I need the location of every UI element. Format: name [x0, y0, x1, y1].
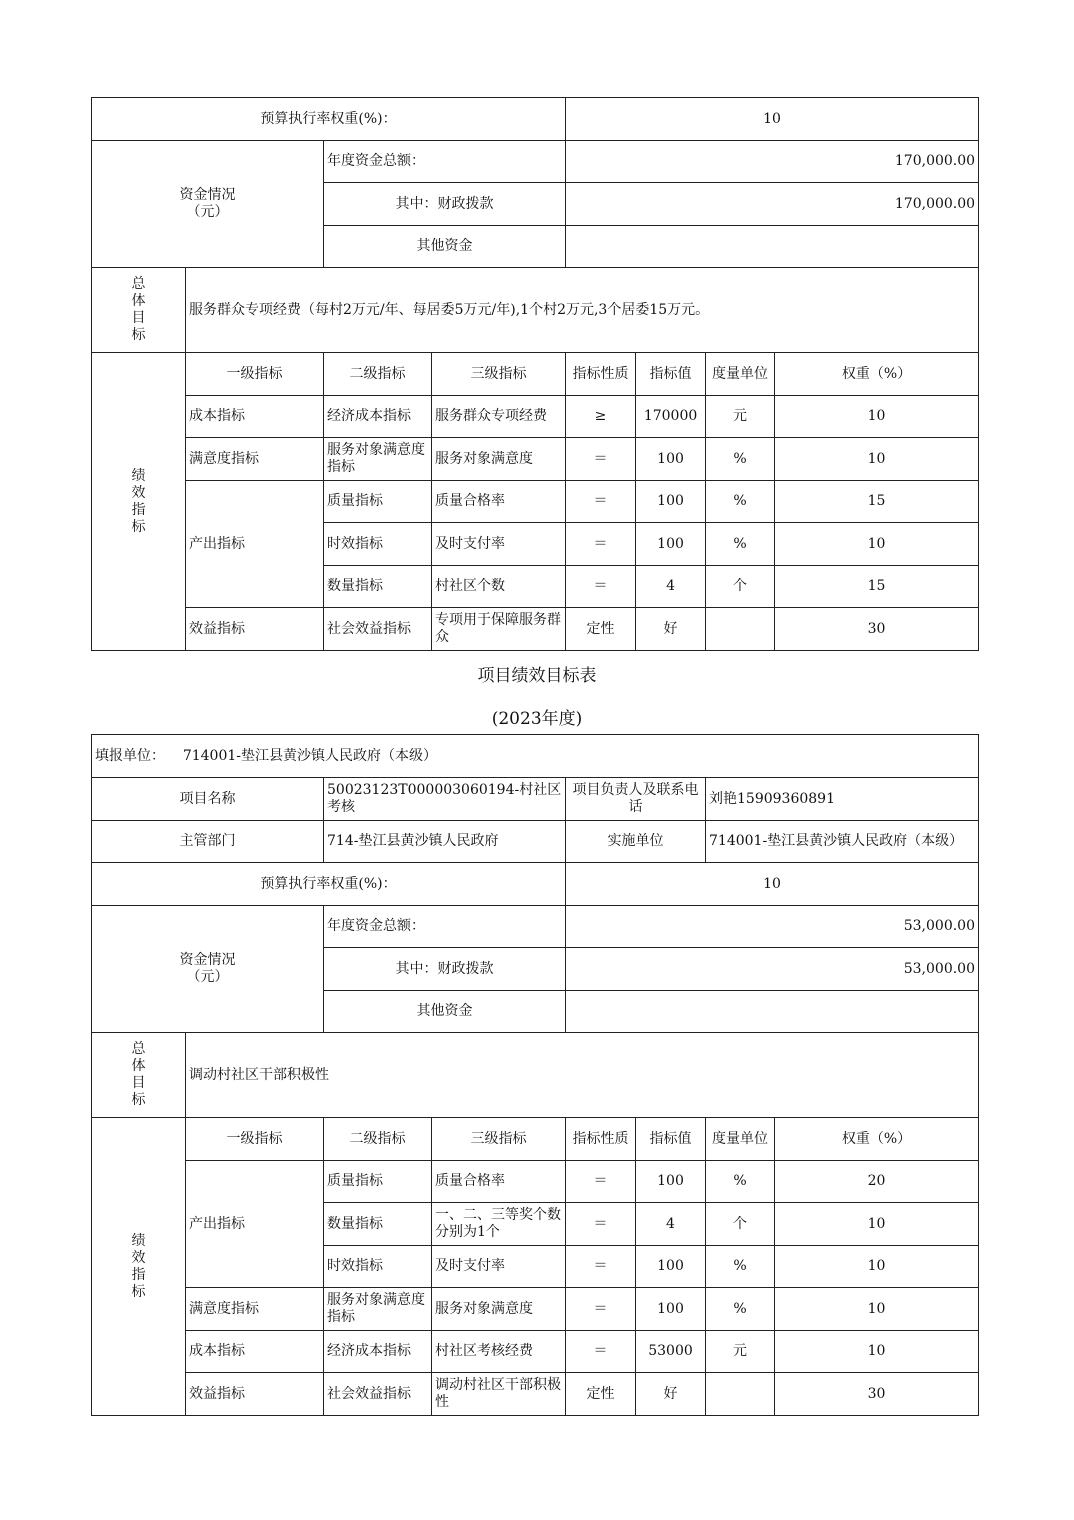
cell-level2: 经济成本指标 [324, 1331, 432, 1373]
header-level2: 二级指标 [324, 1118, 432, 1161]
funds-label [92, 141, 324, 268]
cell-level3: 服务对象满意度 [432, 438, 566, 481]
cell-level2: 经济成本指标 [324, 396, 432, 438]
cell-unit: % [706, 523, 775, 566]
perf-char: 效 [131, 1249, 146, 1266]
cell-level2: 服务对象满意度指标 [324, 438, 432, 481]
funds-label-line2: （元） [186, 969, 229, 985]
cell-level2: 时效指标 [324, 523, 432, 566]
performance-table-2 [91, 734, 979, 1416]
overall-goal-text: 服务群众专项经费（每村2万元/年、每居委5万元/年),1个村2万元,3个居委15万元。 [186, 268, 979, 353]
cell-weight: 30 [775, 608, 979, 651]
cell-level3: 村社区个数 [432, 566, 566, 608]
project-name-label: 项目名称 [92, 778, 324, 821]
header-weight: 权重（%） [775, 353, 979, 396]
perf-char: 效 [131, 484, 146, 501]
cell-nature: ＝ [566, 1161, 636, 1203]
cell-level3: 一、二、三等奖个数分别为1个 [432, 1203, 566, 1246]
cell-nature: 定性 [566, 1373, 636, 1416]
fiscal-label: 其中：财政拨款 [324, 948, 566, 991]
department-value: 714-垫江县黄沙镇人民政府 [324, 821, 566, 863]
cell-weight: 15 [775, 481, 979, 523]
goal-char: 总 [131, 1041, 146, 1057]
cell-level1: 满意度指标 [186, 1288, 324, 1331]
goal-char: 目 [131, 1075, 146, 1091]
cell-level1: 产出指标 [186, 1161, 324, 1288]
perf-char: 绩 [131, 467, 146, 484]
annual-total-label: 年度资金总额： [324, 141, 566, 183]
budget-rate-label: 预算执行率权重(%)： [92, 863, 566, 906]
table-row [92, 396, 979, 438]
cell-weight: 10 [775, 1246, 979, 1288]
other-funds-label: 其他资金 [324, 226, 566, 268]
header-level3: 三级指标 [432, 1118, 566, 1161]
cell-level3: 质量合格率 [432, 1161, 566, 1203]
header-level3: 三级指标 [432, 353, 566, 396]
goal-char: 体 [131, 293, 146, 309]
funds-label-line2: （元） [186, 204, 229, 220]
cell-nature: ＝ [566, 438, 636, 481]
page-title: 项目绩效目标表 [477, 666, 597, 686]
budget-rate-value: 10 [566, 863, 979, 906]
header-nature: 指标性质 [566, 1118, 636, 1161]
reporting-unit-value: 714001-垫江县黄沙镇人民政府（本级） [182, 747, 437, 764]
cell-value: 100 [636, 481, 706, 523]
cell-value: 4 [636, 566, 706, 608]
project-owner-label: 项目负责人及联系电话 [566, 778, 706, 821]
cell-unit: % [706, 1161, 775, 1203]
cell-weight: 10 [775, 1331, 979, 1373]
funds-label [92, 906, 324, 1033]
funds-label-line1: 资金情况 [179, 187, 236, 203]
cell-nature: ＝ [566, 481, 636, 523]
cell-level1: 成本指标 [186, 1331, 324, 1373]
cell-level2: 质量指标 [324, 481, 432, 523]
project-owner-value: 刘艳15909360891 [706, 778, 979, 821]
perf-char: 标 [131, 1283, 146, 1300]
cell-value: 53000 [636, 1331, 706, 1373]
cell-level2: 服务对象满意度指标 [324, 1288, 432, 1331]
cell-level3: 服务群众专项经费 [432, 396, 566, 438]
implementing-unit-value: 714001-垫江县黄沙镇人民政府（本级） [706, 821, 979, 863]
cell-unit: 元 [706, 396, 775, 438]
annual-total-value: 170,000.00 [566, 141, 979, 183]
reporting-unit-label: 填报单位： [95, 747, 165, 764]
cell-weight: 10 [775, 396, 979, 438]
overall-goal-label [92, 1033, 186, 1118]
cell-nature: ＝ [566, 566, 636, 608]
cell-weight: 10 [775, 523, 979, 566]
cell-nature: 定性 [566, 608, 636, 651]
goal-char: 标 [131, 1092, 146, 1108]
table-row [92, 1331, 979, 1373]
implementing-unit-label: 实施单位 [566, 821, 706, 863]
cell-level2: 社会效益指标 [324, 1373, 432, 1416]
cell-level1: 成本指标 [186, 396, 324, 438]
header-unit: 度量单位 [706, 353, 775, 396]
cell-unit: % [706, 438, 775, 481]
performance-indicator-label [92, 353, 186, 651]
department-label: 主管部门 [92, 821, 324, 863]
cell-level1: 效益指标 [186, 1373, 324, 1416]
cell-level3: 调动村社区干部积极性 [432, 1373, 566, 1416]
table-row [92, 1288, 979, 1331]
goal-char: 目 [131, 310, 146, 326]
cell-nature: ＝ [566, 1203, 636, 1246]
cell-value: 100 [636, 1288, 706, 1331]
cell-value: 100 [636, 523, 706, 566]
cell-level3: 质量合格率 [432, 481, 566, 523]
annual-total-value: 53,000.00 [566, 906, 979, 948]
budget-rate-value: 10 [566, 98, 979, 141]
table-row [92, 481, 979, 523]
cell-level1: 效益指标 [186, 608, 324, 651]
header-nature: 指标性质 [566, 353, 636, 396]
cell-nature: ＝ [566, 1288, 636, 1331]
cell-value: 4 [636, 1203, 706, 1246]
cell-unit [706, 608, 775, 651]
cell-nature: ＝ [566, 523, 636, 566]
cell-level1: 产出指标 [186, 481, 324, 608]
overall-goal-label [92, 268, 186, 353]
cell-level2: 数量指标 [324, 566, 432, 608]
fiscal-label: 其中：财政拨款 [324, 183, 566, 226]
project-name-value: 50023123T000003060194-村社区考核 [324, 778, 566, 821]
cell-value: 好 [636, 608, 706, 651]
cell-level2: 时效指标 [324, 1246, 432, 1288]
goal-char: 体 [131, 1058, 146, 1074]
page-subtitle-year: (2023年度) [491, 709, 583, 729]
cell-value: 100 [636, 1246, 706, 1288]
cell-level3: 村社区考核经费 [432, 1331, 566, 1373]
cell-unit: % [706, 481, 775, 523]
table-row [92, 1373, 979, 1416]
other-funds-label: 其他资金 [324, 991, 566, 1033]
cell-level2: 数量指标 [324, 1203, 432, 1246]
cell-level3: 服务对象满意度 [432, 1288, 566, 1331]
fiscal-value: 170,000.00 [566, 183, 979, 226]
perf-char: 指 [131, 501, 146, 518]
goal-char: 总 [131, 276, 146, 292]
header-unit: 度量单位 [706, 1118, 775, 1161]
header-level1: 一级指标 [186, 353, 324, 396]
overall-goal-text: 调动村社区干部积极性 [186, 1033, 979, 1118]
cell-level3: 及时支付率 [432, 523, 566, 566]
cell-unit: 个 [706, 1203, 775, 1246]
annual-total-label: 年度资金总额： [324, 906, 566, 948]
header-value: 指标值 [636, 353, 706, 396]
cell-level2: 质量指标 [324, 1161, 432, 1203]
cell-level3: 及时支付率 [432, 1246, 566, 1288]
cell-unit: % [706, 1246, 775, 1288]
perf-char: 标 [131, 518, 146, 535]
funds-label-line1: 资金情况 [179, 952, 236, 968]
table-row [92, 438, 979, 481]
cell-nature: ≥ [566, 396, 636, 438]
table-row [92, 1161, 979, 1203]
cell-weight: 15 [775, 566, 979, 608]
cell-unit: % [706, 1288, 775, 1331]
performance-indicator-label [92, 1118, 186, 1416]
perf-char: 绩 [131, 1232, 146, 1249]
fiscal-value: 53,000.00 [566, 948, 979, 991]
cell-unit [706, 1373, 775, 1416]
cell-value: 170000 [636, 396, 706, 438]
cell-level3: 专项用于保障服务群众 [432, 608, 566, 651]
header-weight: 权重（%） [775, 1118, 979, 1161]
cell-value: 100 [636, 1161, 706, 1203]
table-row [92, 608, 979, 651]
goal-char: 标 [131, 327, 146, 343]
cell-nature: ＝ [566, 1246, 636, 1288]
cell-weight: 10 [775, 438, 979, 481]
cell-weight: 20 [775, 1161, 979, 1203]
cell-value: 好 [636, 1373, 706, 1416]
cell-value: 100 [636, 438, 706, 481]
header-level1: 一级指标 [186, 1118, 324, 1161]
cell-unit: 元 [706, 1331, 775, 1373]
header-value: 指标值 [636, 1118, 706, 1161]
cell-unit: 个 [706, 566, 775, 608]
header-level2: 二级指标 [324, 353, 432, 396]
cell-level1: 满意度指标 [186, 438, 324, 481]
cell-weight: 10 [775, 1203, 979, 1246]
reporting-unit [92, 735, 979, 778]
cell-weight: 10 [775, 1288, 979, 1331]
perf-char: 指 [131, 1266, 146, 1283]
other-funds-value [566, 991, 979, 1033]
budget-rate-label: 预算执行率权重(%)： [92, 98, 566, 141]
cell-level2: 社会效益指标 [324, 608, 432, 651]
performance-table-1 [91, 97, 979, 651]
cell-nature: ＝ [566, 1331, 636, 1373]
other-funds-value [566, 226, 979, 268]
cell-weight: 30 [775, 1373, 979, 1416]
